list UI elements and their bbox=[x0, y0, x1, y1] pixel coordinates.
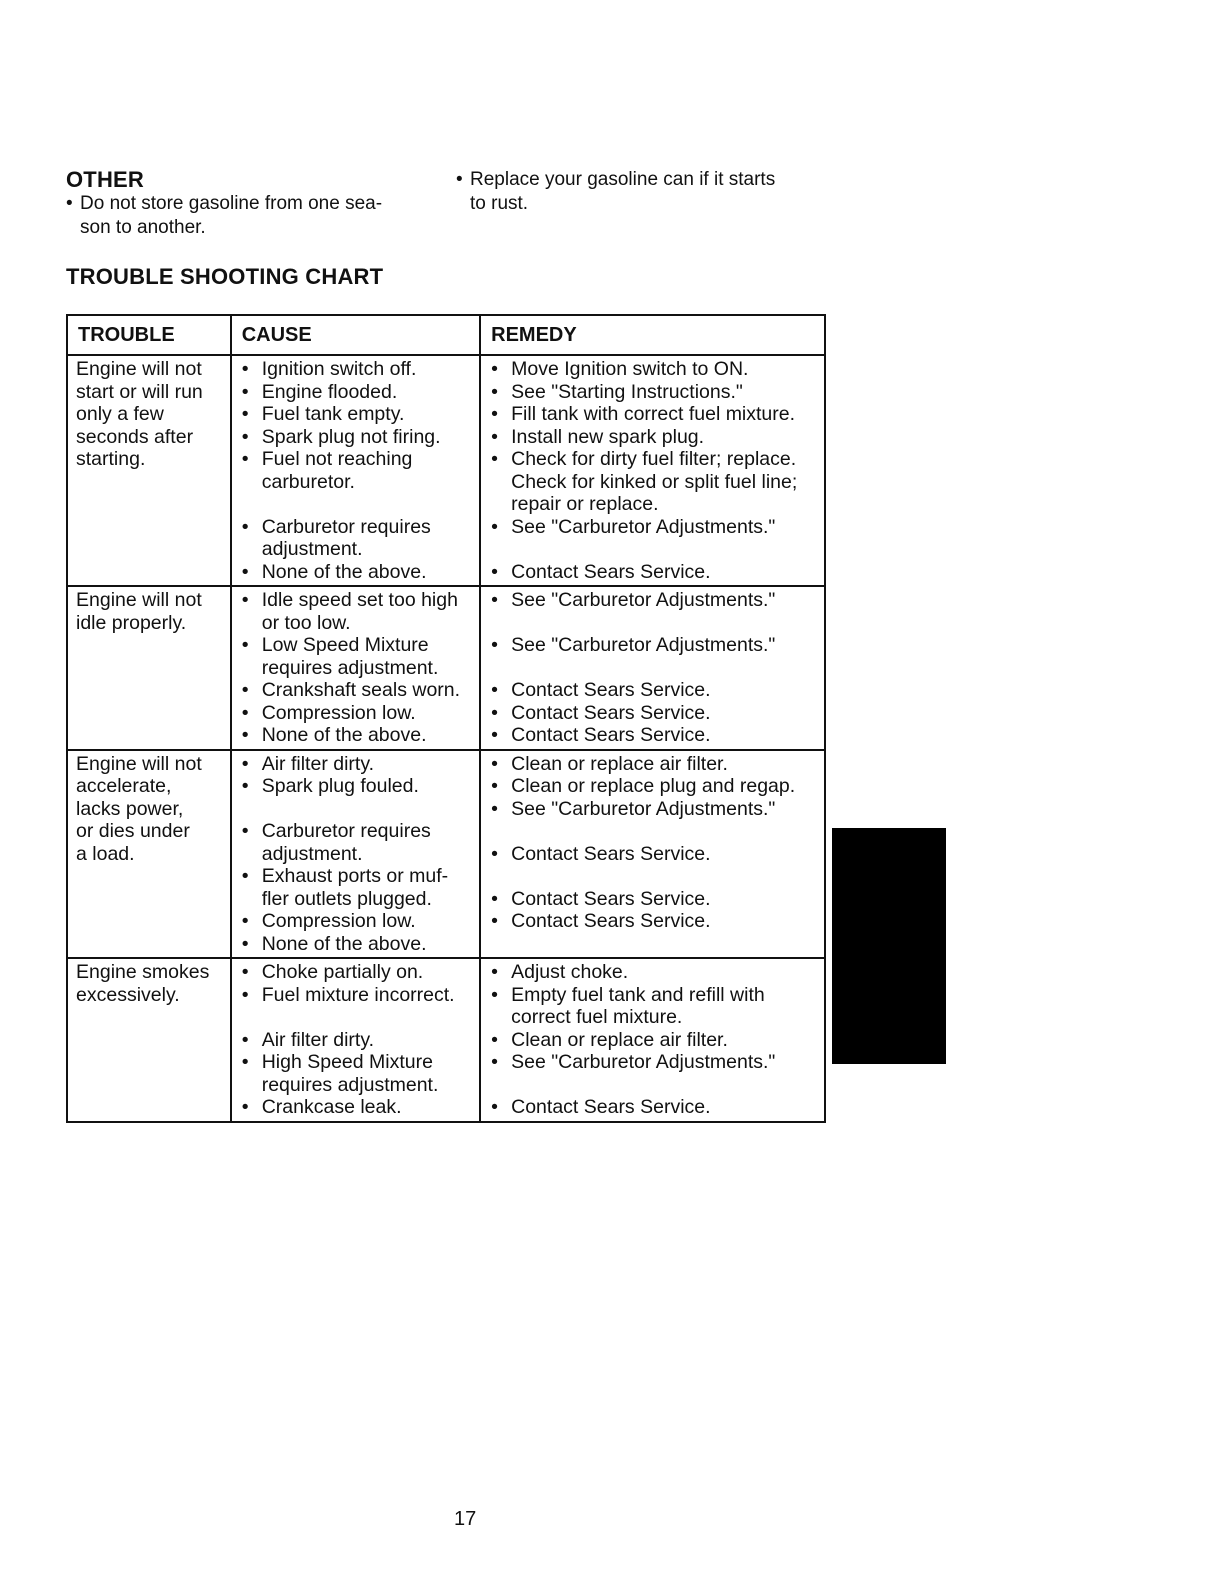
trouble-text: Engine will not idle properly. bbox=[76, 589, 202, 634]
other-bullet-right: • Replace your gasoline can if it starts to rust. bbox=[456, 168, 836, 216]
cause-item: • Choke partially on. bbox=[240, 961, 475, 984]
remedy-item: • Contact Sears Service. bbox=[489, 561, 820, 584]
remedy-cell bbox=[480, 586, 825, 750]
header-trouble: TROUBLE bbox=[67, 315, 231, 355]
remedy-item: • See "Starting Instructions." bbox=[489, 381, 820, 404]
cause-item: • Crankcase leak. bbox=[240, 1096, 475, 1119]
cause-cell bbox=[231, 750, 480, 959]
other-bullet-right-line1: Replace your gasoline can if it starts bbox=[470, 169, 776, 190]
other-heading: OTHER bbox=[66, 167, 144, 192]
table-row bbox=[67, 355, 825, 586]
remedy-item: • Contact Sears Service. bbox=[489, 1096, 820, 1119]
cause-item: • Fuel tank empty. bbox=[240, 403, 475, 426]
cause-item: • None of the above. bbox=[240, 933, 475, 956]
trouble-shooting-table bbox=[66, 314, 826, 1123]
table-row bbox=[67, 586, 825, 750]
remedy-item: • Empty fuel tank and refill with correct fuel mixture. bbox=[489, 984, 820, 1029]
remedy-item: • Adjust choke. bbox=[489, 961, 820, 984]
cause-item: • Air filter dirty. bbox=[240, 1029, 475, 1052]
cause-item: • Crankshaft seals worn. bbox=[240, 679, 475, 702]
cause-item: • Compression low. bbox=[240, 910, 475, 933]
cause-item: • Engine flooded. bbox=[240, 381, 475, 404]
page-number: 17 bbox=[454, 1508, 477, 1530]
trouble-cell bbox=[67, 355, 231, 586]
cause-item: • Spark plug fouled. bbox=[240, 775, 475, 798]
remedy-cell bbox=[480, 958, 825, 1122]
trouble-cell bbox=[67, 750, 231, 959]
remedy-item: • Fill tank with correct fuel mixture. bbox=[489, 403, 820, 426]
cause-item: • None of the above. bbox=[240, 724, 475, 747]
cause-item: • Spark plug not firing. bbox=[240, 426, 475, 449]
remedy-item: • See "Carburetor Adjustments." bbox=[489, 634, 820, 657]
cause-item: • Ignition switch off. bbox=[240, 358, 475, 381]
remedy-item: • Contact Sears Service. bbox=[489, 910, 820, 933]
section-index-tab bbox=[832, 828, 946, 1064]
remedy-item: • See "Carburetor Adjustments." bbox=[489, 589, 820, 612]
trouble-cell bbox=[67, 586, 231, 750]
remedy-item: • Move Ignition switch to ON. bbox=[489, 358, 820, 381]
header-cause: CAUSE bbox=[231, 315, 480, 355]
remedy-item: • Contact Sears Service. bbox=[489, 843, 820, 866]
remedy-item: • Contact Sears Service. bbox=[489, 888, 820, 911]
remedy-cell bbox=[480, 355, 825, 586]
remedy-item: • Install new spark plug. bbox=[489, 426, 820, 449]
other-bullet-right-line2: to rust. bbox=[470, 193, 529, 214]
cause-item: • Carburetor requires adjustment. bbox=[240, 516, 475, 561]
cause-cell bbox=[231, 355, 480, 586]
remedy-item: • See "Carburetor Adjustments." bbox=[489, 1051, 820, 1074]
remedy-item: • Clean or replace air filter. bbox=[489, 1029, 820, 1052]
other-bullet-left-line2: son to another. bbox=[80, 217, 206, 238]
remedy-item: • Contact Sears Service. bbox=[489, 702, 820, 725]
trouble-text: Engine smokes excessively. bbox=[76, 961, 210, 1006]
cause-cell bbox=[231, 586, 480, 750]
table-row bbox=[67, 750, 825, 959]
chart-title: TROUBLE SHOOTING CHART bbox=[66, 264, 384, 289]
table-header-row bbox=[67, 315, 825, 355]
other-bullet-left: • Do not store gasoline from one sea- son to another. bbox=[66, 192, 446, 240]
cause-item: • Compression low. bbox=[240, 702, 475, 725]
header-remedy: REMEDY bbox=[480, 315, 825, 355]
trouble-text: Engine will not accelerate, lacks power, or dies under a load. bbox=[76, 752, 202, 865]
cause-item: • Low Speed Mixture requires adjustment. bbox=[240, 634, 475, 679]
other-bullet-left-line1: Do not store gasoline from one sea- bbox=[80, 193, 383, 214]
trouble-text: Engine will not start or will run only a few seconds after starting. bbox=[76, 358, 203, 470]
cause-item: • Exhaust ports or muf-fler outlets plugged. bbox=[240, 865, 475, 910]
trouble-cell bbox=[67, 958, 231, 1122]
remedy-item: • Contact Sears Service. bbox=[489, 679, 820, 702]
remedy-item: • See "Carburetor Adjustments." bbox=[489, 516, 820, 539]
remedy-item: • Clean or replace plug and regap. bbox=[489, 775, 820, 798]
cause-cell bbox=[231, 958, 480, 1122]
remedy-item: • Clean or replace air filter. bbox=[489, 753, 820, 776]
cause-item: • Fuel not reaching carburetor. bbox=[240, 448, 475, 493]
cause-item: • Fuel mixture incorrect. bbox=[240, 984, 475, 1007]
remedy-item: • Contact Sears Service. bbox=[489, 724, 820, 747]
cause-item: • None of the above. bbox=[240, 561, 475, 584]
remedy-cell bbox=[480, 750, 825, 959]
cause-item: • Idle speed set too high or too low. bbox=[240, 589, 475, 634]
cause-item: • High Speed Mixture requires adjustment. bbox=[240, 1051, 475, 1096]
table-row bbox=[67, 958, 825, 1122]
cause-item: • Air filter dirty. bbox=[240, 753, 475, 776]
cause-item: • Carburetor requires adjustment. bbox=[240, 820, 475, 865]
remedy-item: • See "Carburetor Adjustments." bbox=[489, 798, 820, 821]
remedy-item: • Check for dirty fuel filter; replace. Check for kinked or split fuel line; repair or replace. bbox=[489, 448, 820, 516]
